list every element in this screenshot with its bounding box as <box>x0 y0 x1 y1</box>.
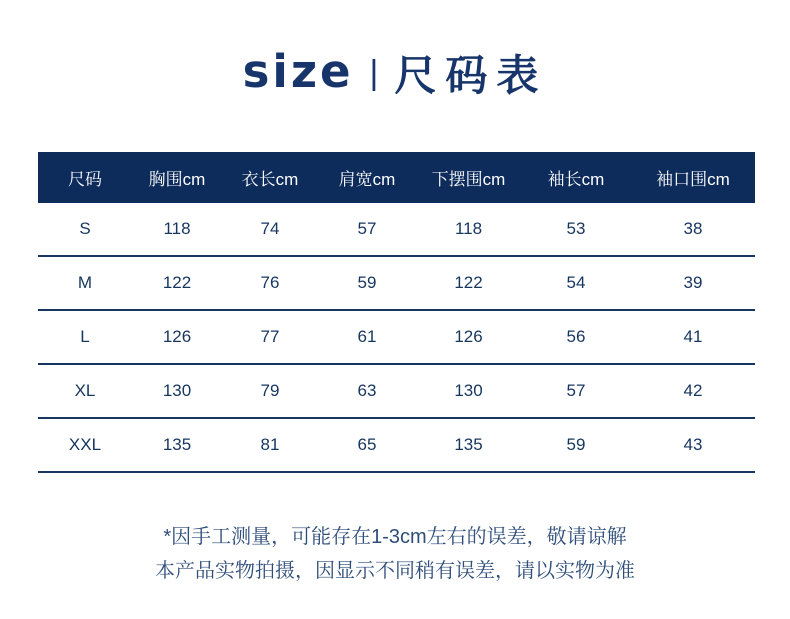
value-cell: 59 <box>521 418 631 472</box>
photo-note: 本产品实物拍摄，因显示不同稍有误差，请以实物为准 <box>155 560 635 582</box>
disclaimer-notes <box>0 520 790 588</box>
value-cell: 126 <box>132 310 222 364</box>
header-cell-sleeve: 袖长cm <box>521 152 631 203</box>
value-cell: 76 <box>222 256 318 310</box>
row-label-cell: XXL <box>38 418 132 472</box>
table-row <box>38 256 755 310</box>
table-row <box>38 364 755 418</box>
table-row <box>38 418 755 472</box>
header-cell-hem: 下摆围cm <box>416 152 521 203</box>
header-cell-size: 尺码 <box>38 152 132 203</box>
value-cell: 122 <box>416 256 521 310</box>
title-chinese: 尺码表 <box>394 52 548 99</box>
value-cell: 118 <box>132 203 222 256</box>
title-latin: size <box>242 44 354 98</box>
value-cell: 57 <box>318 203 416 256</box>
value-cell: 38 <box>631 203 755 256</box>
header-cell-length: 衣长cm <box>222 152 318 203</box>
table-row <box>38 203 755 256</box>
row-label-cell: L <box>38 310 132 364</box>
value-cell: 56 <box>521 310 631 364</box>
value-cell: 61 <box>318 310 416 364</box>
value-cell: 77 <box>222 310 318 364</box>
title-separator: | <box>369 53 379 92</box>
size-table <box>38 152 755 473</box>
header-cell-shoulder: 肩宽cm <box>318 152 416 203</box>
value-cell: 130 <box>416 364 521 418</box>
value-cell: 43 <box>631 418 755 472</box>
value-cell: 65 <box>318 418 416 472</box>
value-cell: 74 <box>222 203 318 256</box>
value-cell: 59 <box>318 256 416 310</box>
value-cell: 81 <box>222 418 318 472</box>
measurement-note: *因手工测量，可能存在1-3cm左右的误差，敬请谅解 <box>163 526 627 548</box>
value-cell: 42 <box>631 364 755 418</box>
value-cell: 135 <box>132 418 222 472</box>
header-cell-cuff: 袖口围cm <box>631 152 755 203</box>
table-header-row <box>38 152 755 203</box>
row-label-cell: M <box>38 256 132 310</box>
value-cell: 79 <box>222 364 318 418</box>
row-label-cell: XL <box>38 364 132 418</box>
header-cell-chest: 胸围cm <box>132 152 222 203</box>
value-cell: 54 <box>521 256 631 310</box>
value-cell: 53 <box>521 203 631 256</box>
table-row <box>38 310 755 364</box>
value-cell: 39 <box>631 256 755 310</box>
value-cell: 118 <box>416 203 521 256</box>
row-label-cell: S <box>38 203 132 256</box>
value-cell: 130 <box>132 364 222 418</box>
value-cell: 63 <box>318 364 416 418</box>
value-cell: 41 <box>631 310 755 364</box>
page-title <box>0 42 790 104</box>
value-cell: 57 <box>521 364 631 418</box>
value-cell: 135 <box>416 418 521 472</box>
value-cell: 122 <box>132 256 222 310</box>
value-cell: 126 <box>416 310 521 364</box>
